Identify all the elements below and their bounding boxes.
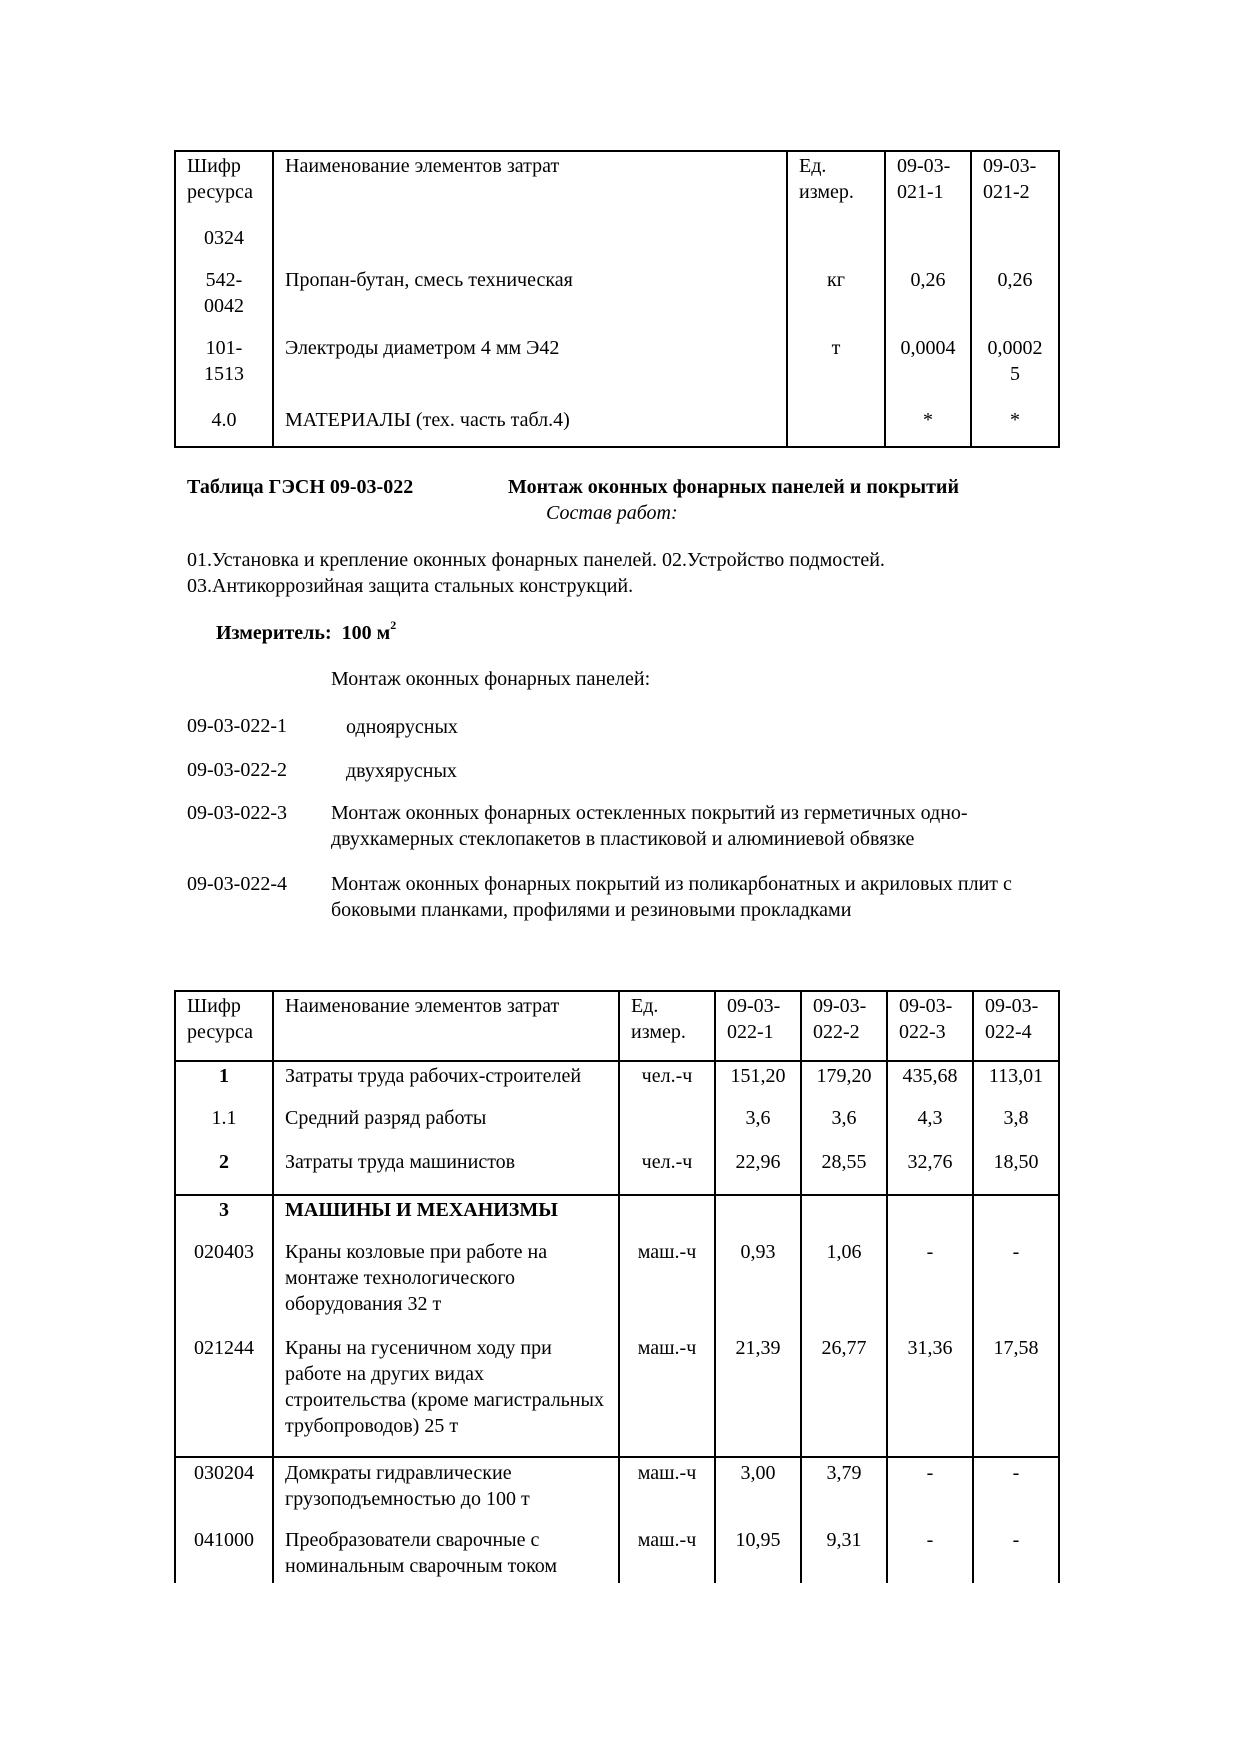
row-unit: чел.-ч — [619, 1148, 715, 1195]
row-code: 542-0042 — [175, 261, 273, 331]
item-text: двухярусных — [346, 760, 457, 782]
row-value-4: - — [973, 1239, 1059, 1335]
header-col-2: 09-03-021-2 — [971, 151, 1059, 219]
table-row — [175, 1148, 1059, 1195]
row-value-3 — [887, 1195, 973, 1239]
row-value-2 — [801, 1195, 887, 1239]
header-col-1: 09-03-021-1 — [885, 151, 971, 219]
table-row — [175, 1195, 1059, 1239]
row-value-2: 179,20 — [801, 1061, 887, 1104]
row-value-3: 4,3 — [887, 1104, 973, 1148]
row-value-4: - — [973, 1457, 1059, 1527]
row-value-2: 9,31 — [801, 1527, 887, 1583]
row-value-2: 28,55 — [801, 1148, 887, 1195]
row-value-1: 0,93 — [715, 1239, 801, 1335]
row-value-3: 31,36 — [887, 1335, 973, 1457]
header-code: Шифр ресурса — [175, 991, 273, 1061]
row-code: 030204 — [175, 1457, 273, 1527]
item-code: 09-03-022-3 — [187, 802, 287, 824]
works-heading: Состав работ: — [546, 502, 678, 524]
table-row — [175, 1457, 1059, 1527]
row-value-2: 0,00025 — [971, 331, 1059, 401]
row-value-1 — [715, 1195, 801, 1239]
row-value-1: 22,96 — [715, 1148, 801, 1195]
header-unit: Ед. измер. — [619, 991, 715, 1061]
table-row — [175, 1335, 1059, 1457]
header-unit: Ед. измер. — [787, 151, 885, 219]
row-value-3: - — [887, 1457, 973, 1527]
meter-power: 2 — [390, 618, 397, 633]
row-unit: т — [787, 331, 885, 401]
row-value-2 — [971, 219, 1059, 261]
row-name: Электроды диаметром 4 мм Э42 — [273, 331, 787, 401]
header-col-2: 09-03-022-2 — [801, 991, 887, 1061]
row-unit — [787, 219, 885, 261]
row-value-2: 3,79 — [801, 1457, 887, 1527]
row-unit: маш.-ч — [619, 1457, 715, 1527]
table-row — [175, 1104, 1059, 1148]
row-value-4: 17,58 — [973, 1335, 1059, 1457]
row-unit: чел.-ч — [619, 1061, 715, 1104]
item-code: 09-03-022-2 — [187, 759, 287, 781]
item-code: 09-03-022-1 — [187, 715, 287, 737]
row-code: 4.0 — [175, 401, 273, 447]
item-text: Монтаж оконных фонарных остекленных покрытий из герметичных одно-двухкамерных стеклопакетов в пластиковой и алюминиевой обвязке — [331, 802, 968, 850]
row-unit: маш.-ч — [619, 1335, 715, 1457]
row-code: 021244 — [175, 1335, 273, 1457]
header-code: Шифр ресурса — [175, 151, 273, 219]
table-row — [175, 219, 1059, 261]
table-row — [175, 331, 1059, 401]
row-code: 1.1 — [175, 1104, 273, 1148]
row-value-3: 32,76 — [887, 1148, 973, 1195]
header-col-4: 09-03-022-4 — [973, 991, 1059, 1061]
meter — [216, 620, 396, 646]
row-value-1 — [885, 219, 971, 261]
item-text: Монтаж оконных фонарных покрытий из поликарбонатных и акриловых плит с боковыми планками, профилями и резиновыми прокладками — [331, 873, 1012, 921]
row-name: Преобразователи сварочные с номинальным сварочным током — [273, 1527, 619, 1583]
row-name: Затраты труда машинистов — [273, 1148, 619, 1195]
row-unit — [787, 401, 885, 447]
table-row — [175, 261, 1059, 331]
row-value-1: 0,26 — [885, 261, 971, 331]
table-row — [175, 1061, 1059, 1104]
row-name: Средний разряд работы — [273, 1104, 619, 1148]
row-value-1: 3,00 — [715, 1457, 801, 1527]
row-name: Краны козловые при работе на монтаже технологического оборудования 32 т — [273, 1239, 619, 1335]
row-value-1: 151,20 — [715, 1061, 801, 1104]
table-2-header-row — [175, 991, 1059, 1061]
row-code: 1 — [175, 1061, 273, 1104]
row-code: 020403 — [175, 1239, 273, 1335]
header-col-3: 09-03-022-3 — [887, 991, 973, 1061]
row-value-4: 3,8 — [973, 1104, 1059, 1148]
row-unit: маш.-ч — [619, 1239, 715, 1335]
row-name: МАТЕРИАЛЫ (тех. часть табл.4) — [273, 401, 787, 447]
header-col-1: 09-03-022-1 — [715, 991, 801, 1061]
table-1 — [174, 150, 1060, 448]
row-value-1: 3,6 — [715, 1104, 801, 1148]
row-code: 101-1513 — [175, 331, 273, 401]
row-value-2: 0,26 — [971, 261, 1059, 331]
table-2 — [174, 990, 1060, 1583]
row-code: 2 — [175, 1148, 273, 1195]
row-value-3: - — [887, 1239, 973, 1335]
row-value-4: - — [973, 1527, 1059, 1583]
row-value-1: 21,39 — [715, 1335, 801, 1457]
row-code: 041000 — [175, 1527, 273, 1583]
row-value-3: 435,68 — [887, 1061, 973, 1104]
row-value-1: 0,0004 — [885, 331, 971, 401]
meter-label: Измеритель: — [216, 622, 332, 644]
row-value-1: * — [885, 401, 971, 447]
table-label: Таблица ГЭСН 09-03-022 — [187, 476, 414, 498]
table-title: Монтаж оконных фонарных панелей и покрытий — [508, 476, 959, 498]
table-1-header-row — [175, 151, 1059, 219]
row-value-2: 26,77 — [801, 1335, 887, 1457]
header-name: Наименование элементов затрат — [273, 151, 787, 219]
row-unit — [619, 1104, 715, 1148]
row-name: Домкраты гидравлические грузоподъемностью до 100 т — [273, 1457, 619, 1527]
row-code: 0324 — [175, 219, 273, 261]
subheading: Монтаж оконных фонарных панелей: — [331, 668, 651, 690]
row-unit: кг — [787, 261, 885, 331]
row-value-4: 18,50 — [973, 1148, 1059, 1195]
row-unit: маш.-ч — [619, 1527, 715, 1583]
item-text: одноярусных — [346, 716, 458, 738]
table-row — [175, 1527, 1059, 1583]
table-row — [175, 1239, 1059, 1335]
row-unit — [619, 1195, 715, 1239]
header-name: Наименование элементов затрат — [273, 991, 619, 1061]
row-value-2: 3,6 — [801, 1104, 887, 1148]
row-value-2: 1,06 — [801, 1239, 887, 1335]
row-name: Затраты труда рабочих-строителей — [273, 1061, 619, 1104]
row-code: 3 — [175, 1195, 273, 1239]
row-name: Краны на гусеничном ходу при работе на других видах строительства (кроме магистральных трубопроводов) 25 т — [273, 1335, 619, 1457]
meter-value: 100 м — [341, 622, 391, 644]
item-code: 09-03-022-4 — [187, 873, 287, 895]
works-text: 01.Установка и крепление оконных фонарных панелей. 02.Устройство подмостей. 03.Антикоррозийная защита стальных конструкций. — [187, 549, 885, 597]
row-value-2: * — [971, 401, 1059, 447]
row-value-4: 113,01 — [973, 1061, 1059, 1104]
row-value-4 — [973, 1195, 1059, 1239]
table-row — [175, 401, 1059, 447]
row-value-1: 10,95 — [715, 1527, 801, 1583]
row-name: Пропан-бутан, смесь техническая — [273, 261, 787, 331]
row-name — [273, 219, 787, 261]
row-name: МАШИНЫ И МЕХАНИЗМЫ — [273, 1195, 619, 1239]
row-value-3: - — [887, 1527, 973, 1583]
